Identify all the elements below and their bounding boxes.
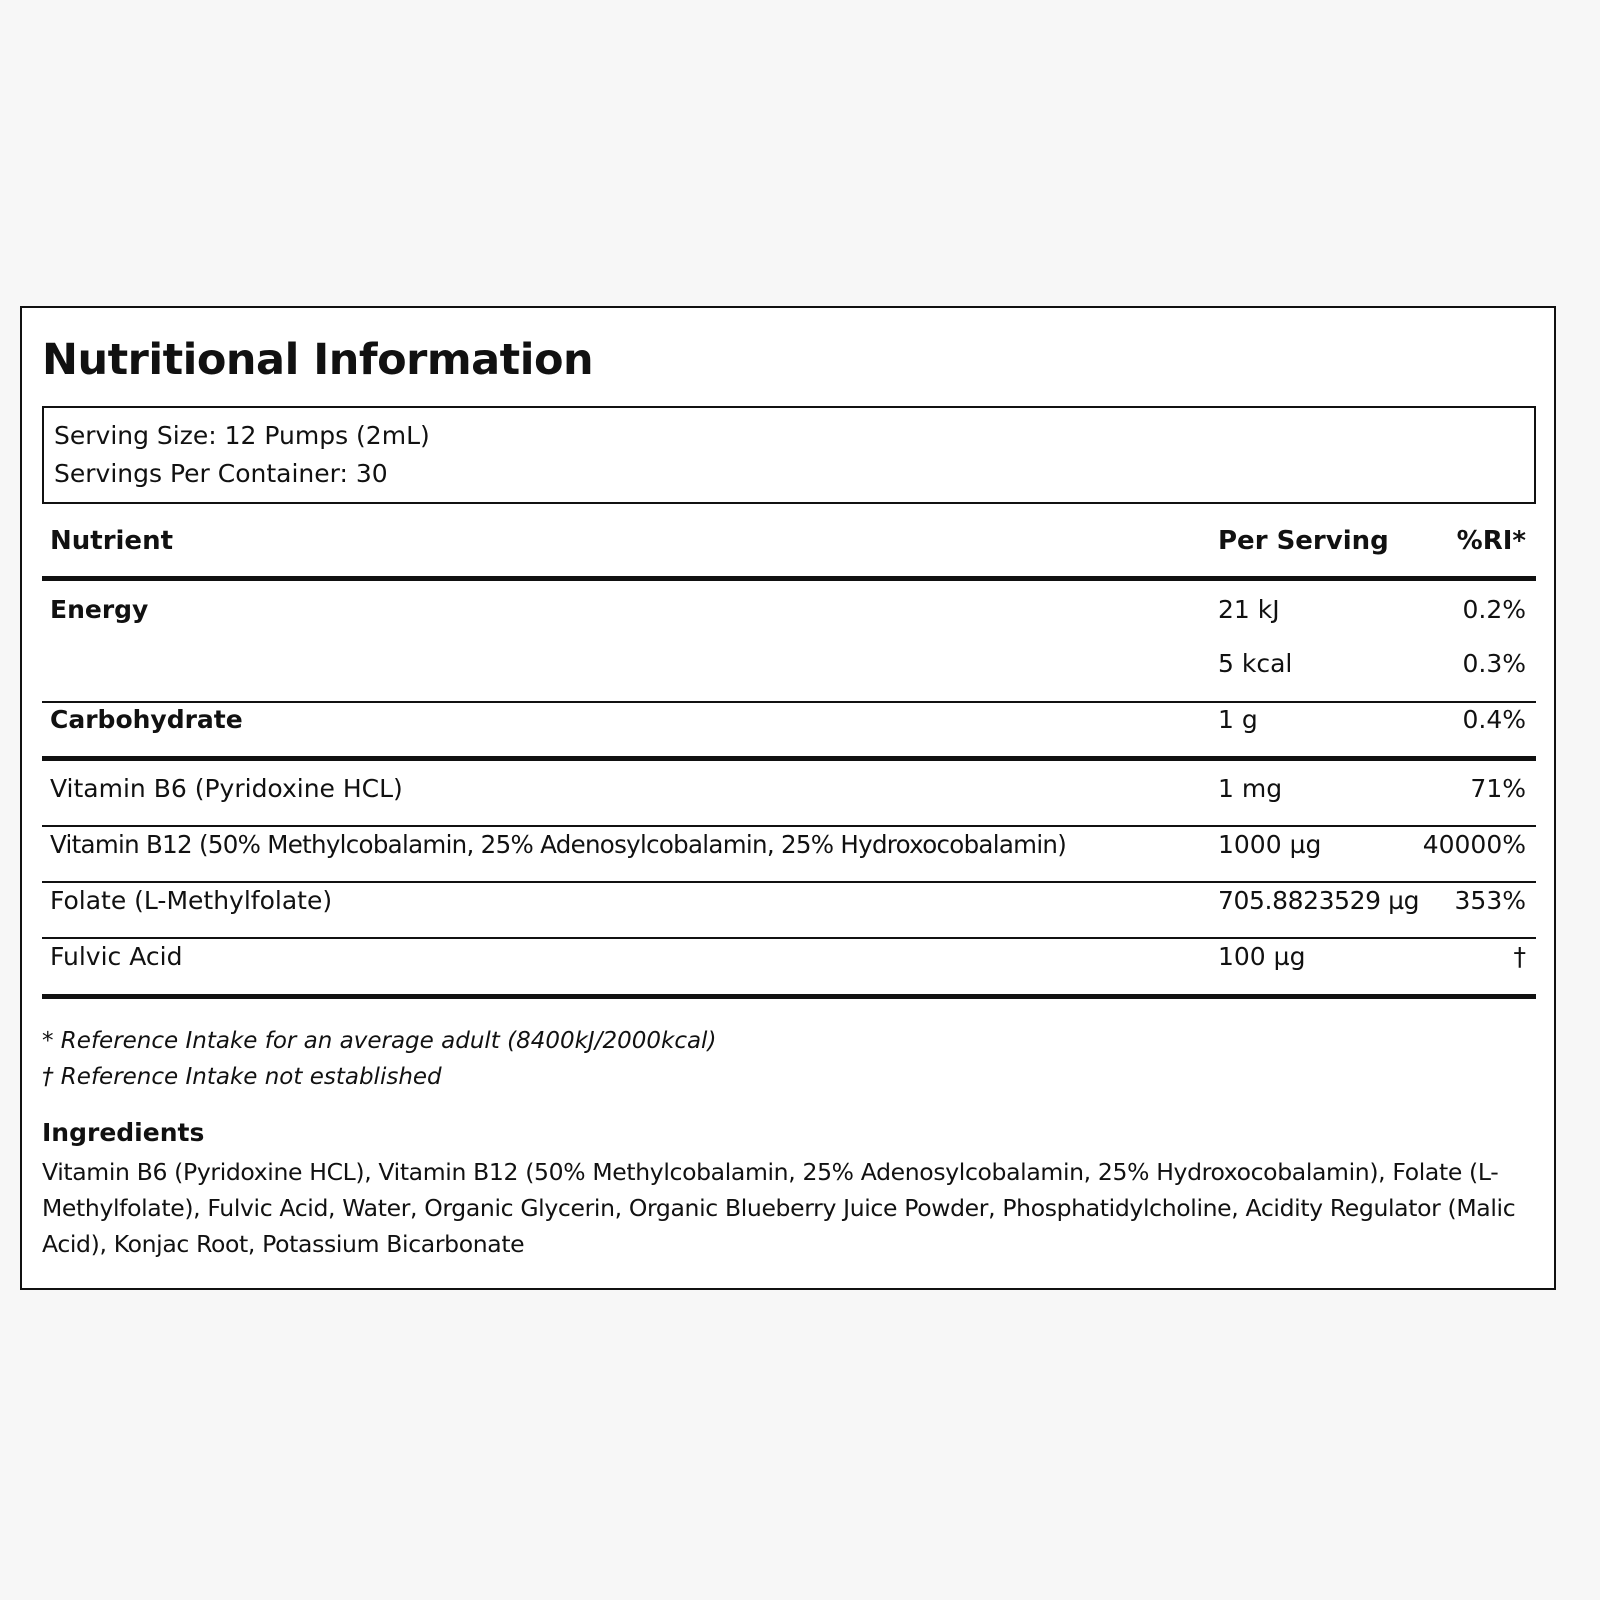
- table-row-energy-kj: 21 kJ: [1218, 595, 1280, 624]
- footnote-reference-intake: * Reference Intake for an average adult (8400kJ/2000kcal): [42, 1028, 717, 1054]
- ingredients-text: Vitamin B6 (Pyridoxine HCL), Vitamin B12 (50% Methylcobalamin, 25% Adenosylcobalamin, 25% Hydroxocobalamin), Folate (L-Methylfolate), Fulvic Acid, Water, Organic Glycerin, Organic Blueberry Juice Powder, Phosphatidylcholine, Acidity Regulator (Malic Acid), Konjac Root, Potassium Bicarbonate: [42, 1158, 1516, 1258]
- header-ri: %RI*: [1456, 526, 1526, 556]
- nutrition-panel: [20, 306, 1556, 1290]
- ingredients-heading: Ingredients: [42, 1118, 205, 1147]
- table-row-carbohydrate-name: Carbohydrate: [50, 705, 243, 734]
- table-row-folate-name: Folate (L-Methylfolate): [50, 886, 333, 915]
- header-nutrient: Nutrient: [50, 526, 174, 556]
- table-row-energy-kcal: 5 kcal: [1218, 649, 1293, 678]
- serving-info-box: [42, 406, 1536, 504]
- row-divider: [42, 937, 1536, 939]
- table-row-folate-ri: 353%: [1454, 886, 1526, 915]
- table-row-b12-name: Vitamin B12 (50% Methylcobalamin, 25% Adenosylcobalamin, 25% Hydroxocobalamin): [50, 830, 1067, 859]
- row-divider: [42, 881, 1536, 883]
- table-row-energy-kj-ri: 0.2%: [1462, 595, 1526, 624]
- row-divider: [42, 825, 1536, 827]
- table-row-b6-name: Vitamin B6 (Pyridoxine HCL): [50, 774, 403, 803]
- table-row-folate-value: 705.8823529 µg: [1218, 886, 1420, 915]
- table-row-fulvic-ri: †: [1513, 942, 1526, 971]
- footnote-not-established: † Reference Intake not established: [42, 1064, 442, 1090]
- table-row-b6-ri: 71%: [1470, 774, 1526, 803]
- table-row-b12-ri: 40000%: [1422, 830, 1526, 859]
- serving-size: Serving Size: 12 Pumps (2mL): [54, 421, 430, 450]
- table-row-energy-name: Energy: [50, 595, 149, 624]
- table-row-fulvic-name: Fulvic Acid: [50, 942, 183, 971]
- page-title: Nutritional Information: [42, 335, 594, 385]
- row-divider: [42, 701, 1536, 703]
- section-divider: [42, 756, 1536, 761]
- header-per-serving: Per Serving: [1218, 526, 1389, 556]
- table-row-fulvic-value: 100 µg: [1218, 942, 1306, 971]
- header-divider: [42, 576, 1536, 581]
- table-row-b12-value: 1000 µg: [1218, 830, 1322, 859]
- table-row-carbohydrate-ri: 0.4%: [1462, 705, 1526, 734]
- table-bottom-divider: [42, 994, 1536, 999]
- servings-per-container: Servings Per Container: 30: [54, 459, 388, 488]
- table-row-b6-value: 1 mg: [1218, 774, 1283, 803]
- table-row-carbohydrate-value: 1 g: [1218, 705, 1258, 734]
- table-row-energy-kcal-ri: 0.3%: [1462, 649, 1526, 678]
